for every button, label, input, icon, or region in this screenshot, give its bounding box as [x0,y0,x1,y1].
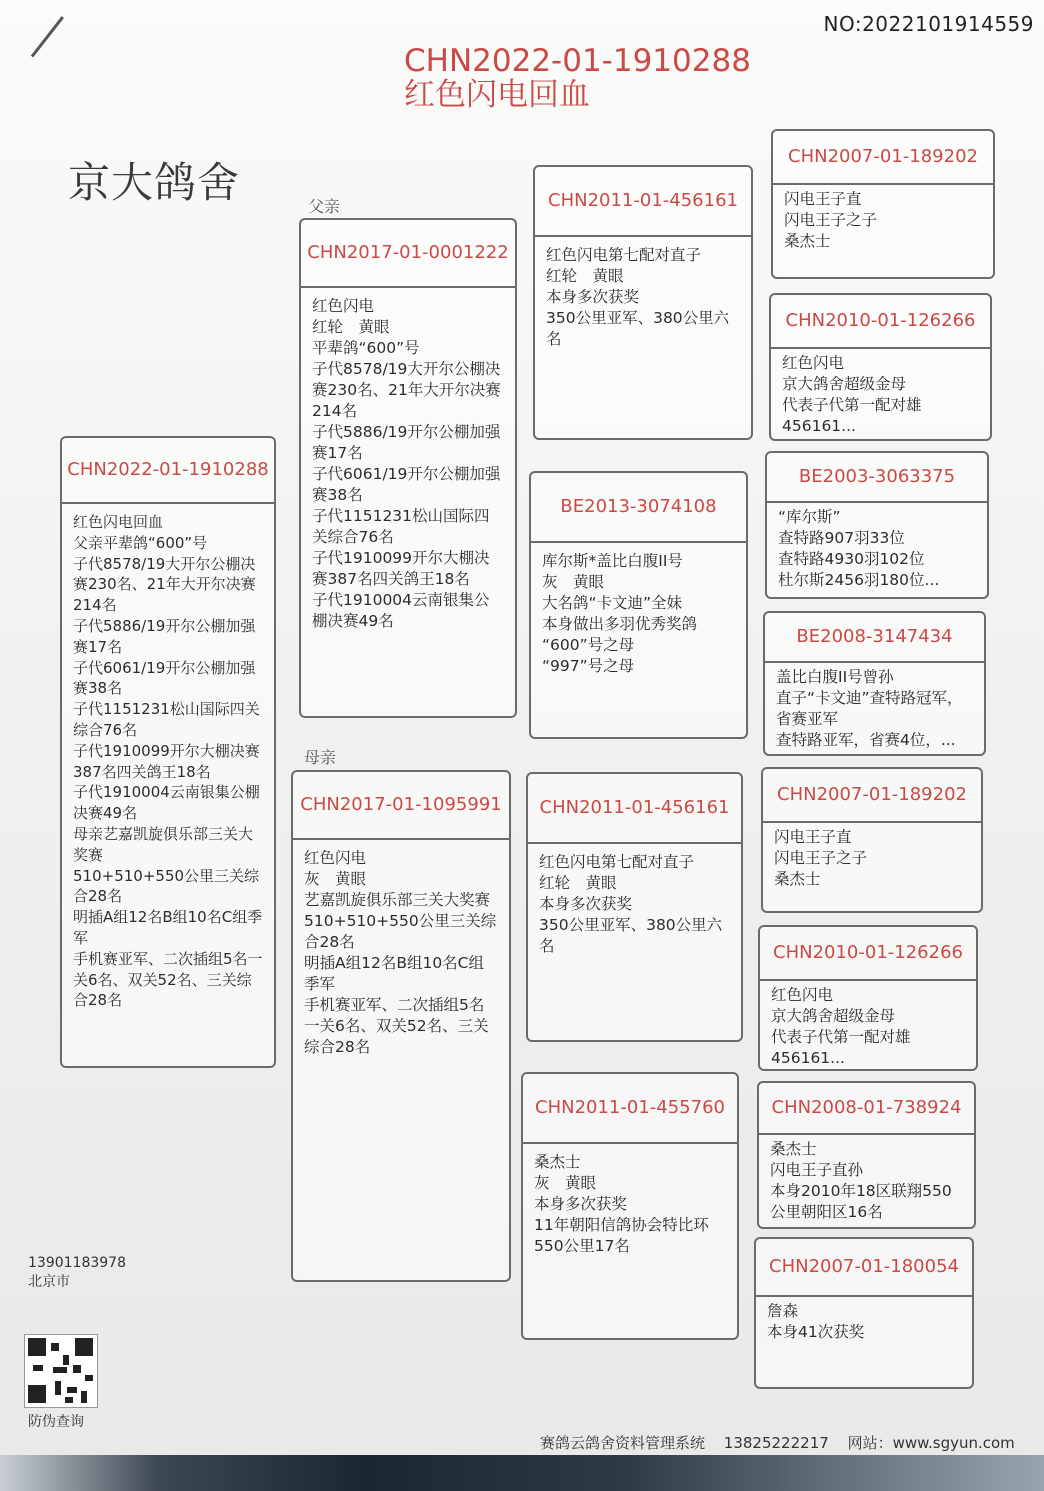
title-ring-number: CHN2022-01-1910288 [404,43,751,79]
card-sire [299,218,517,718]
sire-label: 父亲 [308,197,341,216]
card-text: 库尔斯*盖比白腹II号 灰 黄眼 大名鸽“卡文迪”全妹 本身做出多羽优秀奖鸽 “600”号之母 “997”号之母 [542,552,698,675]
footer-phone: 13825222217 [723,1434,829,1452]
card-text: 闪电王子直 闪电王子之子 桑杰士 [784,190,878,250]
dam-label: 母亲 [304,748,337,767]
card-text: 红色闪电第七配对直子 红轮 黄眼 本身多次获奖 350公里亚军、380公里六名 [546,246,730,348]
pen-mark [31,16,64,57]
card-dds [757,1081,976,1229]
card-ring: CHN2007-01-189202 [763,769,981,823]
card-text: “库尔斯” 查特路907羽33位 查特路4930羽102位 杜尔斯2456羽180位... [778,508,940,589]
desk-background [0,1455,1044,1491]
card-text: 红色闪电 京大鸽舍超级金母 代表子代第一配对雄456161... [782,354,922,435]
card-dam-sire [526,772,743,1042]
serial-number: NO:2022101914559 [823,12,1034,36]
card-sdd [763,611,986,756]
card-ring: CHN2017-01-1095991 [293,772,509,840]
card-dss [761,767,983,913]
card-text: 闪电王子直 闪电王子之子 桑杰士 [774,828,868,888]
card-dsd [758,925,978,1071]
card-dam-dam [521,1072,739,1340]
card-sire-sire [533,165,753,440]
card-text: 红色闪电 灰 黄眼 艺嘉凯旋俱乐部三关大奖赛 510+510+550公里三关综合28名 明插A组12名B组10名C组季军 手机赛亚军、二次插组5名一关6名、双关52名、三关综合28名 [304,849,497,1056]
card-text: 詹森 本身41次获奖 [767,1302,865,1341]
title-bird-name: 红色闪电回血 [404,77,590,113]
card-ring: BE2013-3074108 [531,473,746,543]
footer [540,1432,1029,1453]
card-ring: CHN2008-01-738924 [759,1083,974,1135]
card-text: 桑杰士 闪电王子直孙 本身2010年18区联翔550公里朝阳区16名 [770,1140,952,1221]
qr-code[interactable] [24,1334,98,1408]
card-subject [60,436,276,1068]
contact-info [28,1254,126,1292]
card-ring: CHN2017-01-0001222 [301,220,515,288]
card-ring: CHN2007-01-180054 [756,1239,972,1297]
card-sire-dam [529,471,748,739]
card-ring: BE2008-3147434 [765,613,984,663]
card-ssd [769,293,992,441]
pedigree-title [404,44,751,112]
card-ring: CHN2007-01-189202 [773,131,993,185]
card-ring: CHN2022-01-1910288 [62,438,274,504]
card-ring: CHN2010-01-126266 [771,295,990,349]
card-ring: CHN2011-01-456161 [528,774,741,844]
card-text: 红色闪电回血 父亲平辈鸽“600”号 子代8578/19大开尔公棚决赛230名、21年大开尔决赛214名 子代5886/19开尔公棚加强赛17名 子代6061/19开尔公棚加强赛38名 子代1151231松山国际四关综合76名 子代1910099开尔大棚决赛387名四关鸽王18名 子代1910004云南银集公棚决赛49名 母亲艺嘉凯旋俱乐部三关大奖赛 510+510+550公里三关综合28名 明插A组12名B组10名C组季军 手机赛亚军、二次插组5名一关6名、双关52名、三关综合28名 [73,513,263,1010]
contact-phone: 13901183978 [28,1255,126,1271]
qr-verify-label: 防伪查询 [28,1414,84,1430]
card-text: 红色闪电第七配对直子 红轮 黄眼 本身多次获奖 350公里亚军、380公里六名 [539,853,723,955]
card-ring: CHN2011-01-455760 [523,1074,737,1144]
card-ring: CHN2010-01-126266 [760,927,976,981]
card-text: 盖比白腹II号曾孙 直子“卡文迪”查特路冠军，省赛亚军 查特路亚军，省赛4位，... [776,668,963,749]
card-text: 红色闪电 京大鸽舍超级金母 代表子代第一配对雄456161... [771,986,911,1067]
contact-city: 北京市 [28,1274,70,1290]
footer-system: 赛鸽云鸽舍资料管理系统 [540,1434,706,1452]
card-ring: CHN2011-01-456161 [535,167,751,237]
card-ring: BE2003-3063375 [767,453,987,503]
card-dam [291,770,511,1282]
card-text: 桑杰士 灰 黄眼 本身多次获奖 11年朝阳信鸽协会特比环550公里17名 [534,1153,709,1255]
card-text: 红色闪电 红轮 黄眼 平辈鸽“600”号 子代8578/19大开尔公棚决赛230名、21年大开尔决赛214名 子代5886/19开尔公棚加强赛17名 子代6061/19开尔公棚加强赛38名 子代1151231松山国际四关综合76名 子代1910099开尔大棚决赛387名四关鸽王18名 子代1910004云南银集公棚决赛49名 [312,297,501,630]
card-sds [765,451,989,599]
footer-website: 网站：www.sgyun.com [847,1434,1015,1452]
loft-name: 京大鸽舍 [68,158,241,207]
card-sss [771,129,995,279]
card-ddd [754,1237,974,1389]
